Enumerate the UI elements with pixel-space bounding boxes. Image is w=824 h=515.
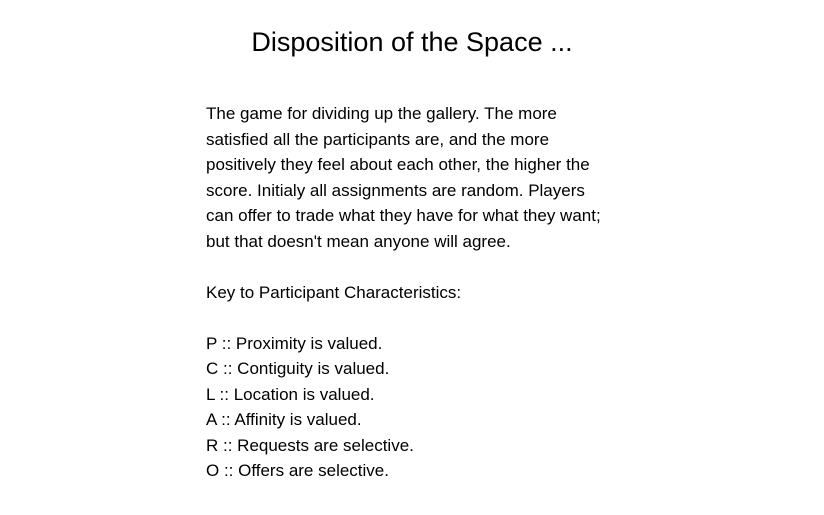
page-title: Disposition of the Space ...	[251, 27, 573, 57]
main-content	[206, 101, 626, 484]
key-item-location: L :: Location is valued.	[206, 384, 375, 404]
key-item-contiguity: C :: Contiguity is valued.	[206, 359, 390, 378]
intro-paragraph: The game for dividing up the gallery. The more satisfied all the participants are, and the more positively they feel about each other, the higher the score. Initialy all assignments are random. Players can offer to trade what they have for what they want; but that doesn't mean anyone will agree.	[206, 104, 601, 251]
key-item-requests: R :: Requests are selective.	[206, 435, 414, 455]
key-list	[206, 331, 626, 484]
key-item-offers: O :: Offers are selective.	[206, 461, 389, 480]
key-item-proximity: P :: Proximity is valued.	[206, 333, 383, 353]
key-item-affinity: A :: Affinity is valued.	[206, 410, 362, 429]
key-heading: Key to Participant Characteristics:	[206, 282, 462, 302]
